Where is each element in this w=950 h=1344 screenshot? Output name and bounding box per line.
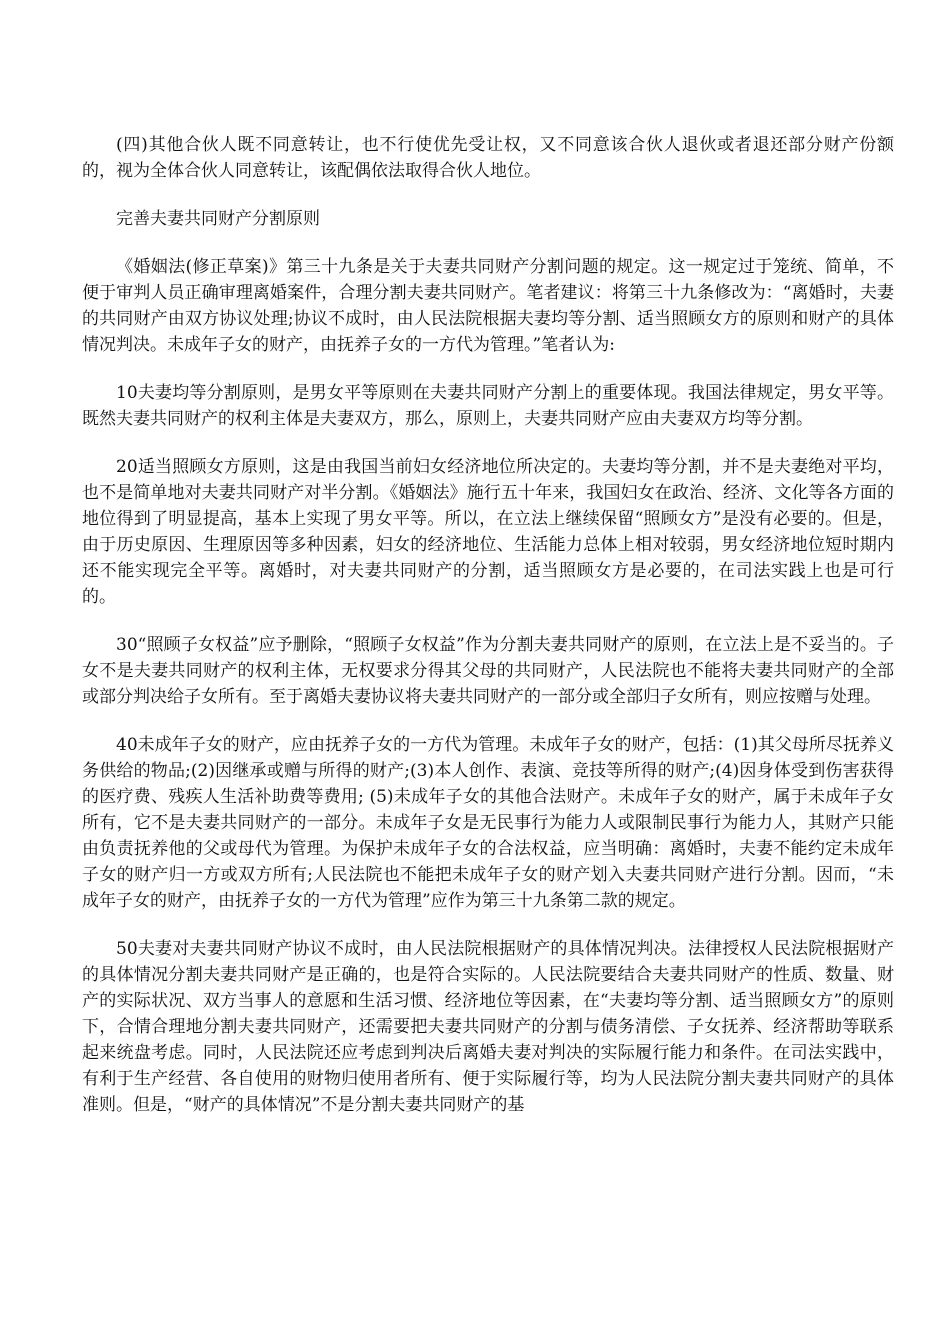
paragraph-care-for-women: 20适当照顾女方原则，这是由我国当前妇女经济地位所决定的。夫妻均等分割，并不是夫妻绝对平均，也不是简单地对夫妻共同财产对半分割。《婚姻法》施行五十年来，我国妇女在政治、经济、文化等各方面的地位得到了明显提高，基本上实现了男女平等。所以，在立法上继续保留“照顾女方”是没有必要的。但是，由于历史原因、生理原因等多种因素，妇女的经济地位、生活能力总体上相对较弱，男女经济地位短时期内还不能实现完全平等。离婚时，对夫妻共同财产的分割，适当照顾女方是必要的，在司法实践上也是可行的。 xyxy=(82,457,894,607)
paragraph-minor-property: 40未成年子女的财产，应由抚养子女的一方代为管理。未成年子女的财产，包括：(1)其父母所尽抚养义务供给的物品;(2)因继承或赠与所得的财产;(3)本人创作、表演、竞技等所得的财产;(4)因身体受到伤害获得的医疗费、残疾人生活补助费等费用; (5)未成年子女的其他合法财产。未成年子女的财产，属于未成年子女所有，它不是夫妻共同财产的一部分。未成年子女是无民事行为能力人或限制民事行为能力人，其财产只能由负责抚养他的父或母代为管理。为保护未成年子女的合法权益，应当明确：离婚时，夫妻不能约定未成年子女的财产归一方或双方所有;人民法院也不能把未成年子女的财产划入夫妻共同财产进行分割。因而，“未成年子女的财产，由抚养子女的一方代为管理”应作为第三十九条第二款的规定。 xyxy=(82,735,894,911)
paragraph-children-interests: 30“照顾子女权益”应予删除，“照顾子女权益”作为分割夫妻共同财产的原则，在立法上是不妥当的。子女不是夫妻共同财产的权利主体，无权要求分得其父母的共同财产，人民法院也不能将夫妻共同财产的全部或部分判决给子女所有。至于离婚夫妻协议将夫妻共同财产的一部分或全部归子女所有，则应按赠与处理。 xyxy=(82,635,894,707)
paragraph-partnership-transfer: (四)其他合伙人既不同意转让，也不行使优先受让权，又不同意该合伙人退伙或者退还部分财产份额的，视为全体合伙人同意转让，该配偶依法取得合伙人地位。 xyxy=(82,135,894,181)
document-page xyxy=(82,132,894,1140)
paragraph-article-39: 《婚姻法(修正草案)》第三十九条是关于夫妻共同财产分割问题的规定。这一规定过于笼统、简单，不便于审判人员正确审理离婚案件，合理分割夫妻共同财产。笔者建议：将第三十九条修改为：“离婚时，夫妻的共同财产由双方协议处理;协议不成时，由人民法院根据夫妻均等分割、适当照顾女方的原则和财产的具体情况判决。未成年子女的财产，由抚养子女的一方代为管理。”笔者认为: xyxy=(82,257,894,355)
section-heading: 完善夫妻共同财产分割原则 xyxy=(116,209,320,229)
paragraph-court-judgment: 50夫妻对夫妻共同财产协议不成时，由人民法院根据财产的具体情况判决。法律授权人民法院根据财产的具体情况分割夫妻共同财产是正确的，也是符合实际的。人民法院要结合夫妻共同财产的性质、数量、财产的实际状况、双方当事人的意愿和生活习惯、经济地位等因素，在“夫妻均等分割、适当照顾女方”的原则下，合情合理地分割夫妻共同财产，还需要把夫妻共同财产的分割与债务清偿、子女抚养、经济帮助等联系起来统盘考虑。同时，人民法院还应考虑到判决后离婚夫妻对判决的实际履行能力和条件。在司法实践中，有利于生产经营、各自使用的财物归使用者所有、便于实际履行等，均为人民法院分割夫妻共同财产的具体准则。但是，“财产的具体情况”不是分割夫妻共同财产的基 xyxy=(82,939,894,1115)
paragraph-equal-division: 10夫妻均等分割原则，是男女平等原则在夫妻共同财产分割上的重要体现。我国法律规定，男女平等。既然夫妻共同财产的权利主体是夫妻双方，那么，原则上，夫妻共同财产应由夫妻双方均等分割。 xyxy=(82,383,894,429)
